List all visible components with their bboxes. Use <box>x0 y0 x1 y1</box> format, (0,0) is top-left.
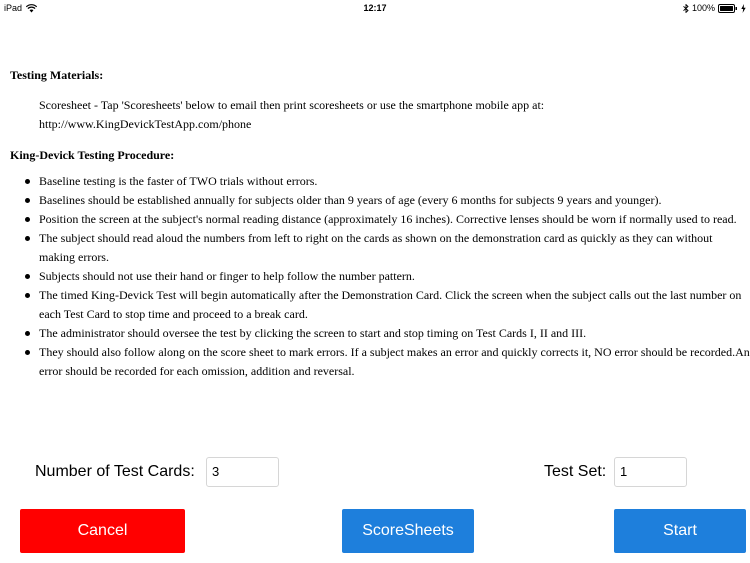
list-item: Position the screen at the subject's normal reading distance (approximately 16 inches). Corrective lenses should be worn if normally used to read. <box>39 210 750 229</box>
battery-percent: 100% <box>691 3 715 13</box>
list-item: Baselines should be established annually for subjects older than 9 years of age (every 6 months for subjects 9 years and younger). <box>39 191 750 210</box>
test-set-label: Test Set: <box>544 463 607 480</box>
testing-procedure-heading: King-Devick Testing Procedure: <box>10 148 175 162</box>
app-url: http://www.KingDevickTestApp.com/phone <box>39 117 252 131</box>
device-name: iPad <box>4 3 23 13</box>
cancel-button[interactable]: Cancel <box>20 509 185 553</box>
start-button[interactable]: Start <box>614 509 746 553</box>
procedure-list <box>39 172 750 381</box>
list-item: The timed King-Devick Test will begin automatically after the Demonstration Card. Click the screen when the subject calls out the last number on each Test Card to stop time and proceed to a break card. <box>39 286 750 324</box>
status-bar <box>0 0 750 16</box>
scoresheets-button[interactable]: ScoreSheets <box>342 509 474 553</box>
test-set-input[interactable]: 1 <box>614 457 687 487</box>
list-item: The subject should read aloud the numbers from left to right on the cards as shown on the demonstration card as quickly as they can without making errors. <box>39 229 750 267</box>
scoresheet-instructions: Scoresheet - Tap 'Scoresheets' below to email then print scoresheets or use the smartphone mobile app at: <box>39 98 545 112</box>
list-item: The administrator should oversee the test by clicking the screen to start and stop timing on Test Cards I, II and III. <box>39 324 750 343</box>
battery-icon <box>718 4 738 13</box>
number-of-test-cards-label: Number of Test Cards: <box>35 463 195 480</box>
status-right <box>683 3 746 13</box>
bluetooth-icon <box>683 4 689 13</box>
list-item: They should also follow along on the score sheet to mark errors. If a subject makes an error and quickly corrects it, NO error should be recorded.An error should be recorded for each omission, addition and reversal. <box>39 343 750 381</box>
testing-materials-heading: Testing Materials: <box>10 68 104 82</box>
status-time: 12:17 <box>363 3 387 13</box>
list-item: Subjects should not use their hand or finger to help follow the number pattern. <box>39 267 750 286</box>
list-item: Baseline testing is the faster of TWO trials without errors. <box>39 172 750 191</box>
number-of-test-cards-input[interactable]: 3 <box>206 457 279 487</box>
charging-icon <box>741 4 746 13</box>
